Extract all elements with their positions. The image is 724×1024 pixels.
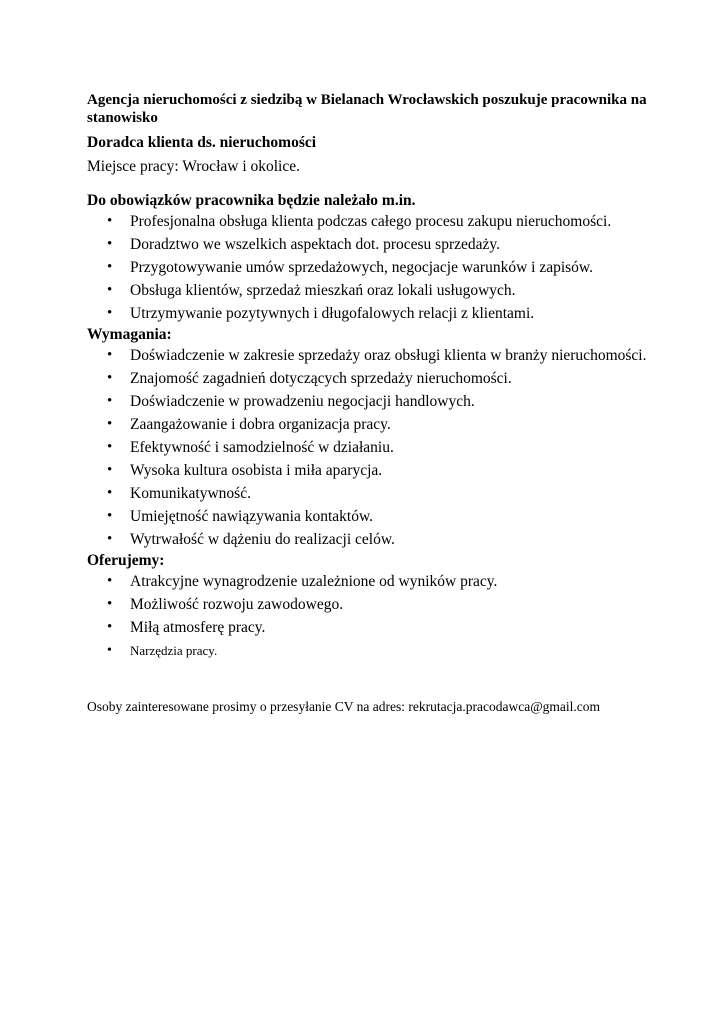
bullet-icon: • — [107, 619, 113, 635]
duties-heading: Do obowiązków pracownika będzie należało m.in. — [87, 192, 416, 209]
offer-heading: Oferujemy: — [87, 552, 165, 569]
list-item-text: Wytrwałość w dążeniu do realizacji celów. — [130, 531, 395, 548]
bullet-icon: • — [107, 370, 113, 386]
list-item-text: Możliwość rozwoju zawodowego. — [130, 596, 344, 613]
bullet-icon: • — [107, 573, 113, 589]
list-item — [87, 593, 647, 616]
bullet-icon: • — [107, 416, 113, 432]
list-item-text: Narzędzia pracy. — [130, 643, 218, 658]
list-item-text: Profesjonalna obsługa klienta podczas całego procesu zakupu nieruchomości. — [130, 213, 612, 230]
list-item-text: Utrzymywanie pozytywnych i długofalowych relacji z klientami. — [130, 305, 535, 322]
bullet-icon: • — [107, 508, 113, 524]
list-item — [87, 570, 647, 593]
bullet-icon: • — [107, 393, 113, 409]
job-offer-content — [87, 91, 647, 715]
list-item — [87, 528, 647, 551]
bullet-icon: • — [107, 596, 113, 612]
workplace-line: Miejsce pracy: Wrocław i okolice. — [87, 158, 300, 175]
list-item-text: Atrakcyjne wynagrodzenie uzależnione od wyników pracy. — [130, 573, 498, 590]
list-item — [87, 390, 647, 413]
list-item-text: Znajomość zagadnień dotyczących sprzedaży nieruchomości. — [130, 370, 512, 387]
list-item-text: Doświadczenie w prowadzeniu negocjacji handlowych. — [130, 393, 475, 410]
list-item — [87, 459, 647, 482]
bullet-icon: • — [107, 439, 113, 455]
list-item — [87, 279, 647, 302]
list-item — [87, 482, 647, 505]
bullet-icon: • — [107, 282, 113, 298]
bullet-icon: • — [107, 259, 113, 275]
list-item-text: Wysoka kultura osobista i miła aparycja. — [130, 462, 383, 479]
bullet-icon: • — [107, 236, 113, 252]
list-item-text: Doradztwo we wszelkich aspektach dot. procesu sprzedaży. — [130, 236, 500, 253]
intro-heading: Agencja nieruchomości z siedzibą w Bielanach Wrocławskich poszukuje pracownika na stanowisko — [87, 92, 647, 126]
list-item — [87, 210, 647, 233]
list-item-text: Przygotowywanie umów sprzedażowych, negocjacje warunków i zapisów. — [130, 259, 593, 276]
list-item — [87, 505, 647, 528]
bullet-icon: • — [107, 305, 113, 321]
list-item-text: Zaangażowanie i dobra organizacja pracy. — [130, 416, 391, 433]
duties-list — [87, 210, 647, 325]
list-item-text: Obsługa klientów, sprzedaż mieszkań oraz lokali usługowych. — [130, 282, 516, 299]
list-item — [87, 436, 647, 459]
contact-note: Osoby zainteresowane prosimy o przesyłanie CV na adres: rekrutacja.pracodawca@gmail.com — [87, 699, 600, 714]
list-item-text: Umiejętność nawiązywania kontaktów. — [130, 508, 374, 525]
bullet-icon: • — [107, 462, 113, 478]
bullet-icon: • — [107, 531, 113, 547]
list-item — [87, 302, 647, 325]
list-item — [87, 256, 647, 279]
bullet-icon: • — [107, 347, 113, 363]
bullet-icon: • — [107, 485, 113, 501]
list-item — [87, 367, 647, 390]
list-item-text: Doświadczenie w zakresie sprzedaży oraz obsługi klienta w branży nieruchomości. — [130, 347, 647, 364]
list-item-text: Efektywność i samodzielność w działaniu. — [130, 439, 394, 456]
list-item — [87, 639, 647, 662]
requirements-heading: Wymagania: — [87, 326, 172, 343]
list-item — [87, 233, 647, 256]
list-item — [87, 413, 647, 436]
list-item-text: Miłą atmosferę pracy. — [130, 619, 266, 636]
bullet-icon: • — [107, 213, 113, 229]
position-title: Doradca klienta ds. nieruchomości — [87, 134, 317, 151]
list-item-text: Komunikatywność. — [130, 485, 251, 502]
offer-list — [87, 570, 647, 662]
bullet-icon: • — [107, 643, 112, 658]
list-item — [87, 344, 647, 367]
list-item — [87, 616, 647, 639]
requirements-list — [87, 344, 647, 551]
